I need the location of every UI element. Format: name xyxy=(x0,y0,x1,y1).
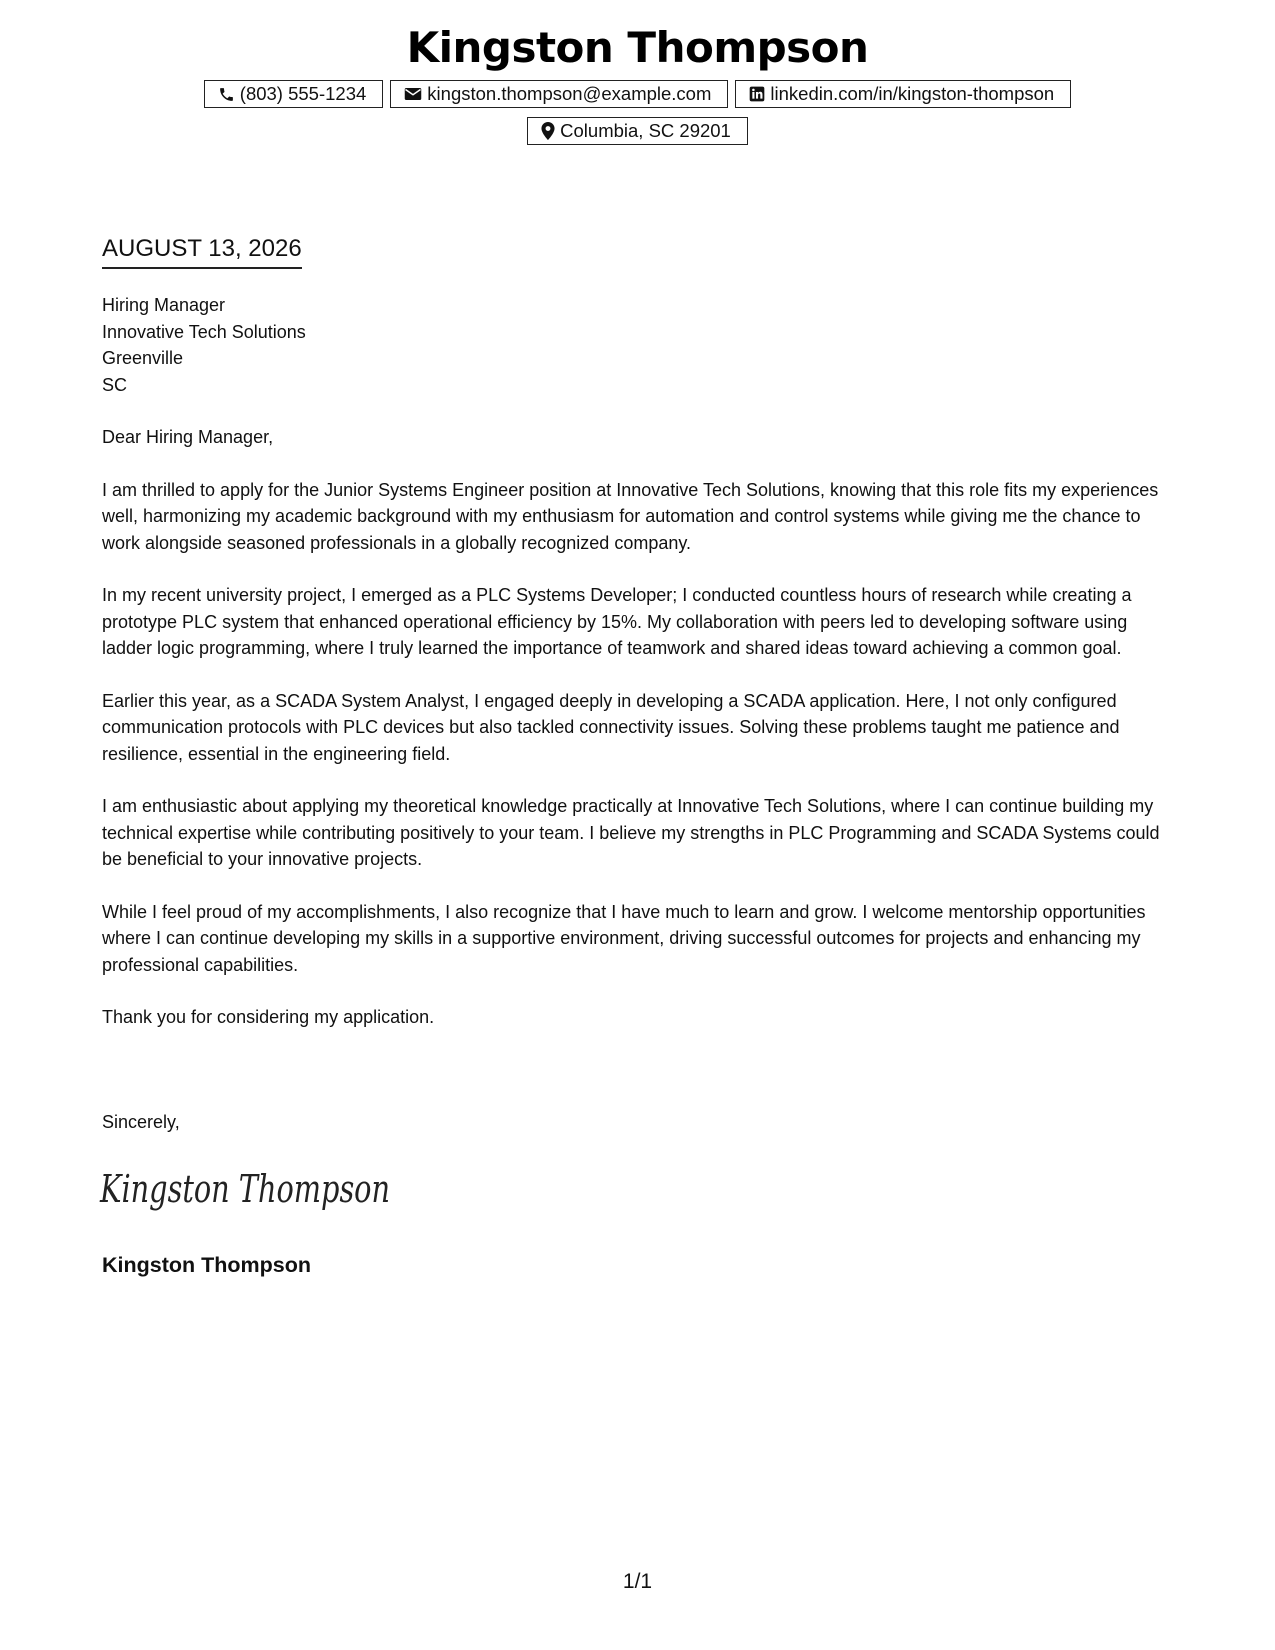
applicant-name: Kingston Thompson xyxy=(406,23,869,72)
signer-name: Kingston Thompson xyxy=(102,1253,311,1277)
envelope-icon xyxy=(404,86,422,102)
email-chip xyxy=(390,80,728,108)
phone-text: (803) 555-1234 xyxy=(239,83,367,104)
recipient-company: Innovative Tech Solutions xyxy=(102,321,306,342)
contact-row-location xyxy=(0,117,1275,145)
phone-chip xyxy=(204,80,384,108)
salutation: Dear Hiring Manager, xyxy=(102,427,274,447)
body-paragraph: I am thrilled to apply for the Junior Systems Engineer position at Innovative Tech Solutions, knowing that this role fits my experiences well, harmonizing my academic background with my enthusiasm for automation and control systems while giving me the chance to work alongside seasoned professionals in a globally recognized company. xyxy=(102,479,1159,553)
email-text: kingston.thompson@example.com xyxy=(427,83,712,104)
linkedin-text: linkedin.com/in/kingston-thompson xyxy=(770,83,1055,104)
signature-image xyxy=(99,1158,390,1218)
linkedin-icon xyxy=(749,86,765,102)
map-pin-icon xyxy=(541,122,555,140)
location-text: Columbia, SC 29201 xyxy=(560,120,731,141)
body-paragraph: I am enthusiastic about applying my theoretical knowledge practically at Innovative Tech Solutions, where I can continue building my technical expertise while contributing positively to your team. I believe my strengths in PLC Programming and SCADA Systems could be beneficial to your innovative projects. xyxy=(102,796,1160,869)
page-number: 1/1 xyxy=(622,1570,653,1593)
recipient-block xyxy=(102,292,306,398)
body-paragraph: In my recent university project, I emerged as a PLC Systems Developer; I conducted countless hours of research while creating a prototype PLC system that enhanced operational efficiency by 15%. My collaboration with peers led to developing software using ladder logic programming, where I truly learned the importance of teamwork and shared ideas toward achieving a common goal. xyxy=(102,585,1132,658)
body-paragraph: Thank you for considering my application. xyxy=(102,1007,435,1027)
linkedin-chip xyxy=(735,80,1071,108)
body-paragraph: Earlier this year, as a SCADA System Analyst, I engaged deeply in developing a SCADA application. Here, I not only configured communication protocols with PLC devices but also tackled connectivity issues. Solving these problems taught me patience and resilience, essential in the engineering field. xyxy=(102,690,1120,764)
body-paragraph: While I feel proud of my accomplishments, I also recognize that I have much to learn and grow. I welcome mentorship opportunities where I can continue developing my skills in a supportive environment, driving successful outcomes for projects and enhancing my professional capabilities. xyxy=(102,901,1146,975)
signature-text: Kingston Thompson xyxy=(99,1167,390,1211)
location-chip xyxy=(527,117,748,145)
recipient-state: SC xyxy=(102,374,128,395)
phone-icon xyxy=(218,86,235,103)
recipient-title: Hiring Manager xyxy=(102,295,226,315)
letter-date: AUGUST 13, 2026 xyxy=(102,233,302,269)
contact-row xyxy=(0,80,1275,108)
recipient-city: Greenville xyxy=(102,348,184,368)
letter-body xyxy=(102,424,1182,1057)
closing: Sincerely, xyxy=(102,1112,180,1132)
